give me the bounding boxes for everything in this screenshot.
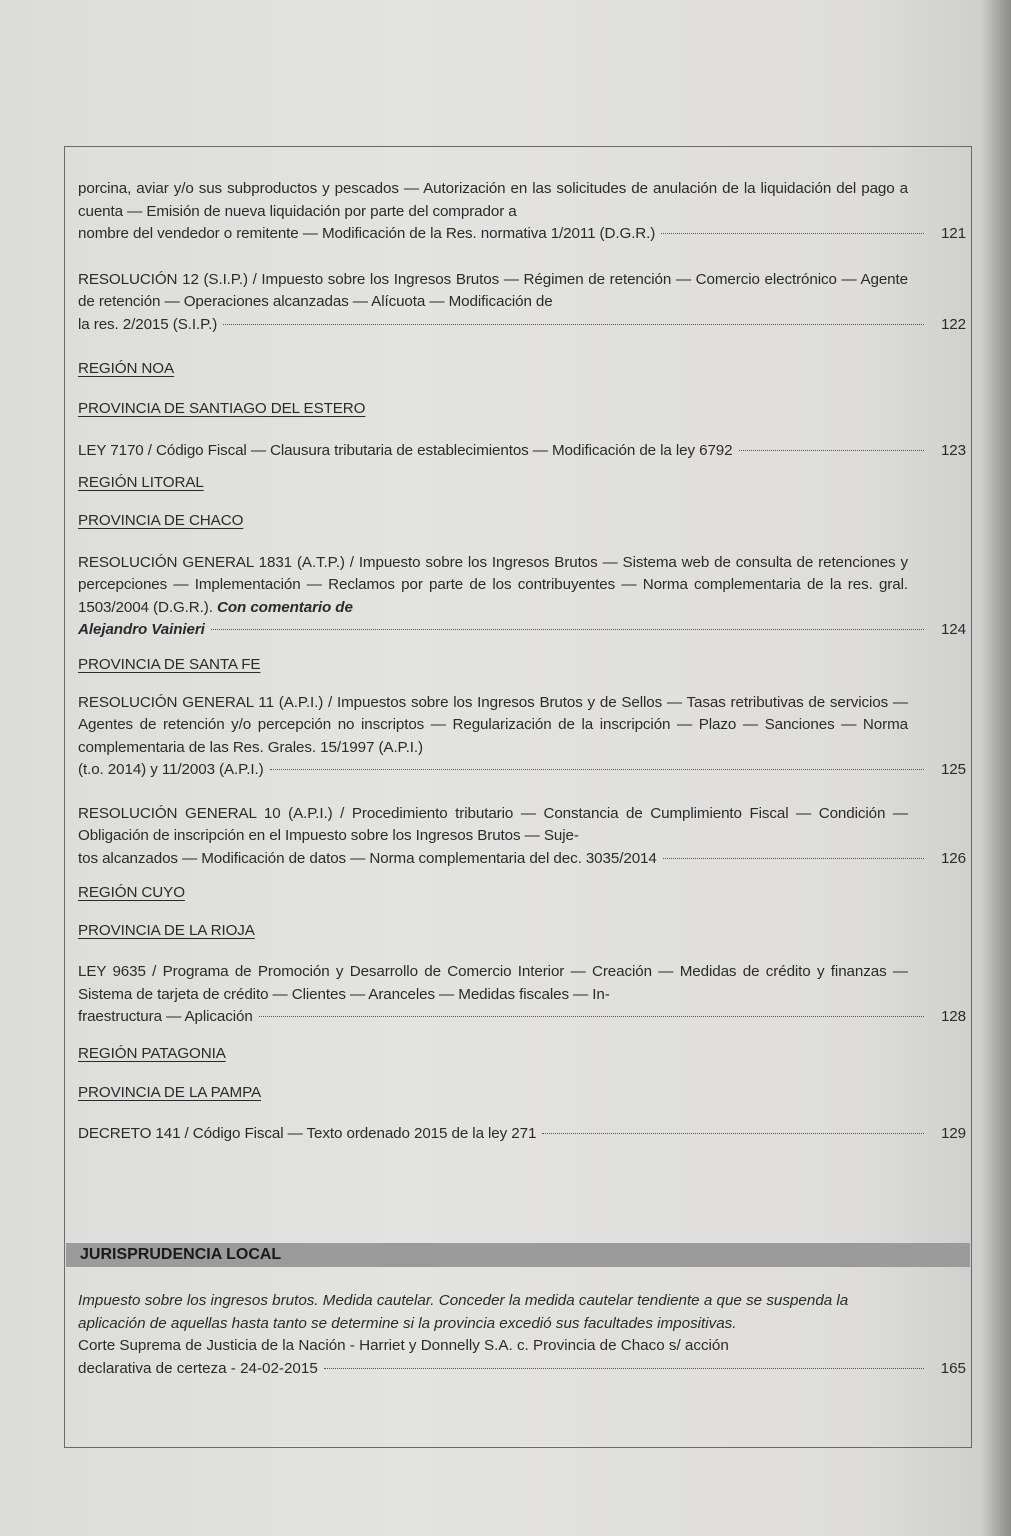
page-number: 165	[940, 1359, 966, 1377]
province-heading-santa-fe: PROVINCIA DE SANTA FE	[78, 655, 261, 673]
index-entry-ley-9635[interactable]	[78, 961, 966, 1029]
page-number: 124	[940, 621, 966, 638]
page-number: 122	[940, 315, 966, 333]
entry-text-last: fraestructura — Aplicación	[78, 1008, 253, 1025]
comment-credit: Con comentario de	[216, 598, 353, 616]
entry-text: RESOLUCIÓN GENERAL 10 (A.P.I.) / Procedimiento tributario — Constancia de Cumplimiento Fiscal — Condición — Obligación de inscripción en el Impuesto sobre los Ingresos Brutos — Suje-	[78, 804, 908, 844]
entry-text-last: declarativa de certeza - 24-02-2015	[78, 1359, 318, 1377]
region-heading-litoral: REGIÓN LITORAL	[78, 473, 204, 491]
jurisprudence-entry[interactable]	[78, 1290, 966, 1380]
case-summary: Impuesto sobre los ingresos brutos. Medida cautelar. Conceder la medida cautelar tendiente a que se suspenda la aplicación de aquellas hasta tanto se determine si la provincia excedió sus facultades impositivas.	[78, 1292, 849, 1332]
index-entry-livestock[interactable]	[78, 178, 966, 246]
leader-dots	[661, 233, 924, 234]
entry-text: LEY 9635 / Programa de Promoción y Desarrollo de Comercio Interior — Creación — Medidas de crédito y finanzas — Sistema de tarjeta de crédito — Clientes — Aranceles — Medidas fiscales — In-	[78, 963, 908, 1003]
entry-text-last: DECRETO 141 / Código Fiscal — Texto ordenado 2015 de la ley 271	[78, 1124, 537, 1142]
leader-dots	[211, 629, 924, 630]
page-number: 129	[940, 1124, 966, 1142]
leader-dots	[663, 858, 924, 859]
index-entry-resolucion-10[interactable]	[78, 803, 966, 871]
entry-text: RESOLUCIÓN 12 (S.I.P.) / Impuesto sobre los Ingresos Brutos — Régimen de retención — Comercio electrónico — Agente de retención — Operaciones alcanzadas — Alícuota — Modificación de	[78, 270, 908, 310]
province-heading-la-pampa: PROVINCIA DE LA PAMPA	[78, 1083, 262, 1101]
entry-text-last: tos alcanzados — Modificación de datos — Norma complementaria del dec. 3035/2014	[78, 849, 657, 867]
index-entry-decreto-141[interactable]	[78, 1123, 966, 1146]
page-number: 126	[940, 849, 966, 867]
leader-dots	[324, 1368, 924, 1369]
region-heading-patagonia: REGIÓN PATAGONIA	[78, 1044, 226, 1062]
entry-last-line	[78, 759, 966, 782]
page-number: 125	[940, 761, 966, 778]
page-number: 121	[940, 225, 966, 242]
province-heading-santiago: PROVINCIA DE SANTIAGO DEL ESTERO	[78, 400, 366, 417]
entry-last-line	[78, 1123, 966, 1146]
index-entry-resolucion-1831[interactable]	[78, 552, 966, 642]
case-title: Corte Suprema de Justicia de la Nación - Harriet y Donnelly S.A. c. Provincia de Chaco s/ acción	[78, 1337, 729, 1354]
entry-text-last: Alejandro Vainieri	[78, 621, 205, 638]
entry-text-last: nombre del vendedor o remitente — Modificación de la Res. normativa 1/2011 (D.G.R.)	[78, 225, 656, 242]
index-content	[78, 178, 966, 1145]
leader-dots	[259, 1016, 924, 1017]
entry-text-last: (t.o. 2014) y 11/2003 (A.P.I.)	[78, 761, 264, 778]
leader-dots	[223, 324, 924, 325]
entry-last-line	[78, 223, 966, 246]
entry-text-last: LEY 7170 / Código Fiscal — Clausura tributaria de establecimientos — Modificación de la ley 6792	[78, 442, 733, 459]
leader-dots	[270, 769, 924, 770]
leader-dots	[739, 450, 924, 451]
index-entry-resolucion-11[interactable]	[78, 692, 966, 782]
entry-last-line	[78, 619, 966, 642]
entry-text: RESOLUCIÓN GENERAL 11 (A.P.I.) / Impuestos sobre los Ingresos Brutos y de Sellos — Tasas retributivas de servicios — Agentes de retención y/o percepción no inscriptos — Regularización de la inscripción — Plazo — Sanciones — Norma complementaria de las Res. Grales. 15/1997 (A.P.I.)	[78, 693, 908, 756]
leader-dots	[542, 1133, 924, 1134]
province-heading-la-rioja: PROVINCIA DE LA RIOJA	[78, 922, 255, 939]
page-number: 123	[940, 442, 966, 459]
region-heading-cuyo: REGIÓN CUYO	[78, 884, 185, 901]
entry-text: RESOLUCIÓN GENERAL 1831 (A.T.P.) / Impuesto sobre los Ingresos Brutos — Sistema web de consulta de retenciones y percepciones — Implementación — Reclamos por parte de los contribuyentes — Norma complementaria de la res. gral. 1503/2004 (D.G.R.).	[78, 553, 908, 616]
entry-text-last: la res. 2/2015 (S.I.P.)	[78, 315, 218, 333]
entry-text-wrapper	[78, 552, 966, 620]
region-heading-noa: REGIÓN NOA	[78, 360, 175, 377]
entry-last-line	[78, 1358, 966, 1381]
index-entry-ley-7170[interactable]	[78, 440, 966, 463]
index-entry-resolucion-12[interactable]	[78, 269, 966, 337]
province-heading-chaco: PROVINCIA DE CHACO	[78, 511, 244, 529]
entry-text: porcina, aviar y/o sus subproductos y pescados — Autorización en las solicitudes de anulación de la liquidación del pago a cuenta — Emisión de nueva liquidación por parte del comprador a	[78, 180, 908, 220]
entry-last-line	[78, 848, 966, 871]
page-number: 128	[940, 1008, 966, 1025]
section-bar-jurisprudencia: JURISPRUDENCIA LOCAL	[66, 1243, 970, 1267]
entry-last-line	[78, 314, 966, 337]
entry-last-line	[78, 1006, 966, 1029]
entry-last-line	[78, 440, 966, 463]
